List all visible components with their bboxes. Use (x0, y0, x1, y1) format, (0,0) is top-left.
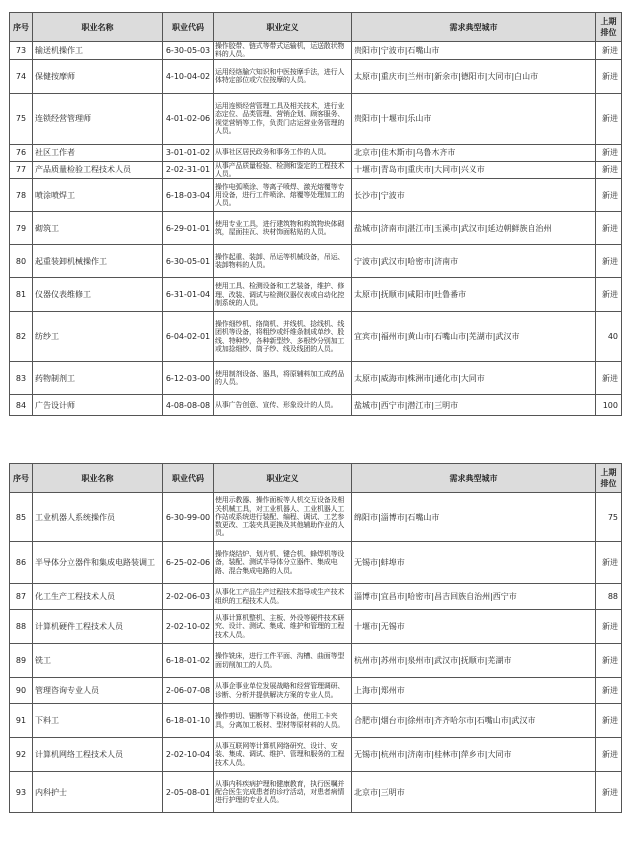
row-seq: 92 (10, 738, 33, 772)
table-header-row (10, 464, 622, 493)
row-seq: 80 (10, 245, 33, 278)
row-seq: 75 (10, 93, 33, 144)
row-seq: 81 (10, 278, 33, 312)
row-previous-rank: 新进 (596, 161, 622, 179)
table-row (10, 610, 622, 644)
occupation-table-bottom (9, 463, 622, 813)
row-typical-cities: 太原市|威海市|株洲市|通化市|大同市 (352, 362, 596, 395)
row-occupation-name: 半导体分立器件和集成电路装调工 (33, 542, 163, 584)
table-row (10, 362, 622, 395)
header-seq: 序号 (10, 464, 33, 493)
row-seq: 83 (10, 362, 33, 395)
table-row (10, 42, 622, 60)
row-occupation-definition: 运用经络腧穴知识和中医按摩手法，进行人体特定部位或穴位按摩的人员。 (214, 59, 352, 93)
row-occupation-code: 6-29-01-01 (163, 212, 214, 245)
header-definition: 职业定义 (214, 13, 352, 42)
table-row (10, 678, 622, 704)
header-cities: 需求典型城市 (352, 13, 596, 42)
row-occupation-name: 化工生产工程技术人员 (33, 584, 163, 610)
row-typical-cities: 贵阳市|十堰市|乐山市 (352, 93, 596, 144)
row-previous-rank: 新进 (596, 179, 622, 212)
row-typical-cities: 无锡市|蚌埠市 (352, 542, 596, 584)
row-occupation-name: 下料工 (33, 704, 163, 738)
row-previous-rank: 新进 (596, 644, 622, 678)
row-occupation-code: 4-08-08-08 (163, 395, 214, 416)
occupation-table-top (9, 12, 622, 416)
row-typical-cities: 贵阳市|宁波市|石嘴山市 (352, 42, 596, 60)
row-occupation-name: 计算机网络工程技术人员 (33, 738, 163, 772)
row-occupation-definition: 操作胶带、链式等带式运输机，运送散状物料的人员。 (214, 42, 352, 60)
row-previous-rank: 新进 (596, 610, 622, 644)
row-occupation-code: 6-18-01-02 (163, 644, 214, 678)
table-row (10, 704, 622, 738)
table-row (10, 312, 622, 362)
row-occupation-definition: 从事产品质量检验、检测和鉴定的工程技术人员。 (214, 161, 352, 179)
row-seq: 85 (10, 493, 33, 542)
row-seq: 93 (10, 772, 33, 813)
row-occupation-name: 输送机操作工 (33, 42, 163, 60)
row-previous-rank: 新进 (596, 42, 622, 60)
row-occupation-name: 连锁经营管理师 (33, 93, 163, 144)
row-occupation-code: 6-18-01-10 (163, 704, 214, 738)
header-rank: 上期排位 (596, 464, 622, 493)
row-seq: 91 (10, 704, 33, 738)
row-occupation-code: 6-25-02-06 (163, 542, 214, 584)
row-occupation-definition: 使用制剂设备、器具，将原辅料加工成药品的人员。 (214, 362, 352, 395)
row-occupation-definition: 从事互联网等计算机网络研究、设计、安装、集成、调试、维护、管理和服务的工程技术人员。 (214, 738, 352, 772)
row-seq: 88 (10, 610, 33, 644)
row-occupation-definition: 使用工具、检测设备和工艺装备，维护、修理、改装、调试与检测仪器仪表或自动化控制系统的人员。 (214, 278, 352, 312)
table-row (10, 644, 622, 678)
row-typical-cities: 无锡市|杭州市|济南市|桂林市|萍乡市|大同市 (352, 738, 596, 772)
row-occupation-definition: 操作烧结炉、划片机、键合机、蜂焊机等设备，装配、测试半导体分立器件、集成电路、混合集成电路的人员。 (214, 542, 352, 584)
table-row (10, 144, 622, 161)
row-occupation-name: 工业机器人系统操作员 (33, 493, 163, 542)
table-row (10, 212, 622, 245)
row-typical-cities: 杭州市|苏州市|泉州市|武汉市|抚顺市|芜湖市 (352, 644, 596, 678)
row-occupation-name: 喷涂喷焊工 (33, 179, 163, 212)
row-typical-cities: 上海市|郑州市 (352, 678, 596, 704)
row-typical-cities: 北京市|三明市 (352, 772, 596, 813)
row-occupation-name: 铣工 (33, 644, 163, 678)
row-occupation-code: 6-30-05-03 (163, 42, 214, 60)
row-typical-cities: 合肥市|烟台市|徐州市|齐齐哈尔市|石嘴山市|武汉市 (352, 704, 596, 738)
row-previous-rank: 88 (596, 584, 622, 610)
row-occupation-definition: 从事广告创意、宣传、形象设计的人员。 (214, 395, 352, 416)
row-seq: 82 (10, 312, 33, 362)
header-seq: 序号 (10, 13, 33, 42)
row-occupation-name: 起重装卸机械操作工 (33, 245, 163, 278)
row-previous-rank: 新进 (596, 278, 622, 312)
row-occupation-name: 仪器仪表维修工 (33, 278, 163, 312)
row-occupation-definition: 操作铣床，进行工件平面、沟槽、曲面等型面切削加工的人员。 (214, 644, 352, 678)
row-seq: 78 (10, 179, 33, 212)
row-seq: 76 (10, 144, 33, 161)
row-seq: 84 (10, 395, 33, 416)
row-occupation-definition: 从事计算机整机、主板、外设等硬件技术研究、设计、测试、集成、维护和管理的工程技术人员。 (214, 610, 352, 644)
row-seq: 74 (10, 59, 33, 93)
row-previous-rank: 新进 (596, 212, 622, 245)
row-occupation-name: 计算机硬件工程技术人员 (33, 610, 163, 644)
row-typical-cities: 长沙市|宁波市 (352, 179, 596, 212)
row-occupation-code: 4-01-02-06 (163, 93, 214, 144)
row-previous-rank: 新进 (596, 772, 622, 813)
row-occupation-name: 砌筑工 (33, 212, 163, 245)
row-typical-cities: 太原市|抚顺市|咸阳市|吐鲁番市 (352, 278, 596, 312)
row-occupation-definition: 运用连锁经营管理工具及相关技术，进行业态定位、品类管理、营销企划、顾客服务、视觉营销等工作，负责门店运营业务管理的人员。 (214, 93, 352, 144)
row-occupation-definition: 操作剪切、锯断等下料设备，使用工卡夹具，分离加工板材、型材等原材料的人员。 (214, 704, 352, 738)
row-typical-cities: 十堰市|青岛市|重庆市|大同市|兴义市 (352, 161, 596, 179)
table-row (10, 59, 622, 93)
table-row (10, 772, 622, 813)
row-seq: 77 (10, 161, 33, 179)
row-occupation-definition: 操作起重、装卸、吊运等机械设备，吊运、装卸物料的人员。 (214, 245, 352, 278)
table-row (10, 93, 622, 144)
row-typical-cities: 北京市|佳木斯市|乌鲁木齐市 (352, 144, 596, 161)
row-occupation-definition: 操作细纱机、络筒机、并线机、捻线机、线团机等设备，将粗纱或纤维条制成单纱、股线、特种纱，各种新型纱、多根纱分别加工或加捻细纱、筒子纱、线及线团的人员。 (214, 312, 352, 362)
row-previous-rank: 新进 (596, 542, 622, 584)
table-row (10, 395, 622, 416)
row-occupation-name: 社区工作者 (33, 144, 163, 161)
header-name: 职业名称 (33, 464, 163, 493)
row-previous-rank: 新进 (596, 678, 622, 704)
row-occupation-code: 2-02-31-01 (163, 161, 214, 179)
row-typical-cities: 盐城市|西宁市|潜江市|三明市 (352, 395, 596, 416)
row-occupation-name: 管理咨询专业人员 (33, 678, 163, 704)
row-seq: 89 (10, 644, 33, 678)
row-occupation-code: 3-01-01-02 (163, 144, 214, 161)
table-row (10, 179, 622, 212)
row-seq: 90 (10, 678, 33, 704)
row-occupation-code: 6-18-03-04 (163, 179, 214, 212)
header-code: 职业代码 (163, 13, 214, 42)
row-occupation-definition: 操作电弧喷涂、等离子喷焊、激光熔覆等专用设备，进行工件喷涂、熔覆等处理加工的人员。 (214, 179, 352, 212)
row-occupation-definition: 从事内科疾病护理和健康教育，执行医嘱并配合医生完成患者的诊疗活动，对患者病情进行护理的专业人员。 (214, 772, 352, 813)
row-occupation-definition: 使用示教器、操作面板等人机交互设备及相关机械工具，对工业机器人、工业机器人工作站或系统进行装配、编程、调试、工艺参数更改、工装夹具更换及其他辅助作业的人员。 (214, 493, 352, 542)
row-previous-rank: 100 (596, 395, 622, 416)
row-occupation-definition: 从事社区居民政务和事务工作的人员。 (214, 144, 352, 161)
table-row (10, 738, 622, 772)
header-cities: 需求典型城市 (352, 464, 596, 493)
row-occupation-code: 2-02-10-02 (163, 610, 214, 644)
row-seq: 87 (10, 584, 33, 610)
row-typical-cities: 盐城市|济南市|湛江市|玉溪市|武汉市|延边朝鲜族自治州 (352, 212, 596, 245)
row-typical-cities: 十堰市|无锡市 (352, 610, 596, 644)
row-previous-rank: 40 (596, 312, 622, 362)
row-typical-cities: 淄博市|宜昌市|哈密市|昌吉回族自治州|西宁市 (352, 584, 596, 610)
row-previous-rank: 新进 (596, 738, 622, 772)
table-row (10, 245, 622, 278)
row-previous-rank: 新进 (596, 59, 622, 93)
row-occupation-definition: 从事化工产品生产过程技术指导或生产技术组织的工程技术人员。 (214, 584, 352, 610)
header-code: 职业代码 (163, 464, 214, 493)
header-rank: 上期排位 (596, 13, 622, 42)
row-occupation-code: 6-12-03-00 (163, 362, 214, 395)
table-row (10, 584, 622, 610)
row-occupation-name: 内科护士 (33, 772, 163, 813)
row-typical-cities: 宁波市|武汉市|哈密市|济南市 (352, 245, 596, 278)
table-row (10, 161, 622, 179)
row-typical-cities: 太原市|重庆市|兰州市|新余市|德阳市|大同市|白山市 (352, 59, 596, 93)
row-occupation-code: 6-30-99-00 (163, 493, 214, 542)
row-occupation-definition: 从事企事业单位发展战略和经营管理调研、诊断、分析并提供解决方案的专业人员。 (214, 678, 352, 704)
row-previous-rank: 新进 (596, 245, 622, 278)
row-occupation-name: 广告设计师 (33, 395, 163, 416)
table-row (10, 278, 622, 312)
row-occupation-name: 药物制剂工 (33, 362, 163, 395)
row-seq: 79 (10, 212, 33, 245)
row-occupation-code: 2-02-06-03 (163, 584, 214, 610)
header-name: 职业名称 (33, 13, 163, 42)
row-previous-rank: 新进 (596, 144, 622, 161)
row-occupation-code: 6-30-05-01 (163, 245, 214, 278)
row-seq: 86 (10, 542, 33, 584)
row-occupation-code: 2-02-10-04 (163, 738, 214, 772)
row-occupation-code: 6-04-02-01 (163, 312, 214, 362)
row-seq: 73 (10, 42, 33, 60)
row-occupation-code: 2-06-07-08 (163, 678, 214, 704)
row-typical-cities: 绵阳市|淄博市|石嘴山市 (352, 493, 596, 542)
row-occupation-name: 保健按摩师 (33, 59, 163, 93)
row-occupation-definition: 使用专业工具，进行建筑物和构筑物块体砌筑，屋面挂瓦、块材饰面粘贴的人员。 (214, 212, 352, 245)
row-previous-rank: 75 (596, 493, 622, 542)
row-typical-cities: 宜宾市|福州市|黄山市|石嘴山市|芜湖市|武汉市 (352, 312, 596, 362)
row-occupation-code: 2-05-08-01 (163, 772, 214, 813)
row-occupation-code: 4-10-04-02 (163, 59, 214, 93)
row-occupation-name: 产品质量检验工程技术人员 (33, 161, 163, 179)
row-occupation-code: 6-31-01-04 (163, 278, 214, 312)
row-previous-rank: 新进 (596, 93, 622, 144)
table-header-row (10, 13, 622, 42)
header-definition: 职业定义 (214, 464, 352, 493)
table-row (10, 493, 622, 542)
row-previous-rank: 新进 (596, 704, 622, 738)
row-occupation-name: 纺纱工 (33, 312, 163, 362)
row-previous-rank: 新进 (596, 362, 622, 395)
table-row (10, 542, 622, 584)
